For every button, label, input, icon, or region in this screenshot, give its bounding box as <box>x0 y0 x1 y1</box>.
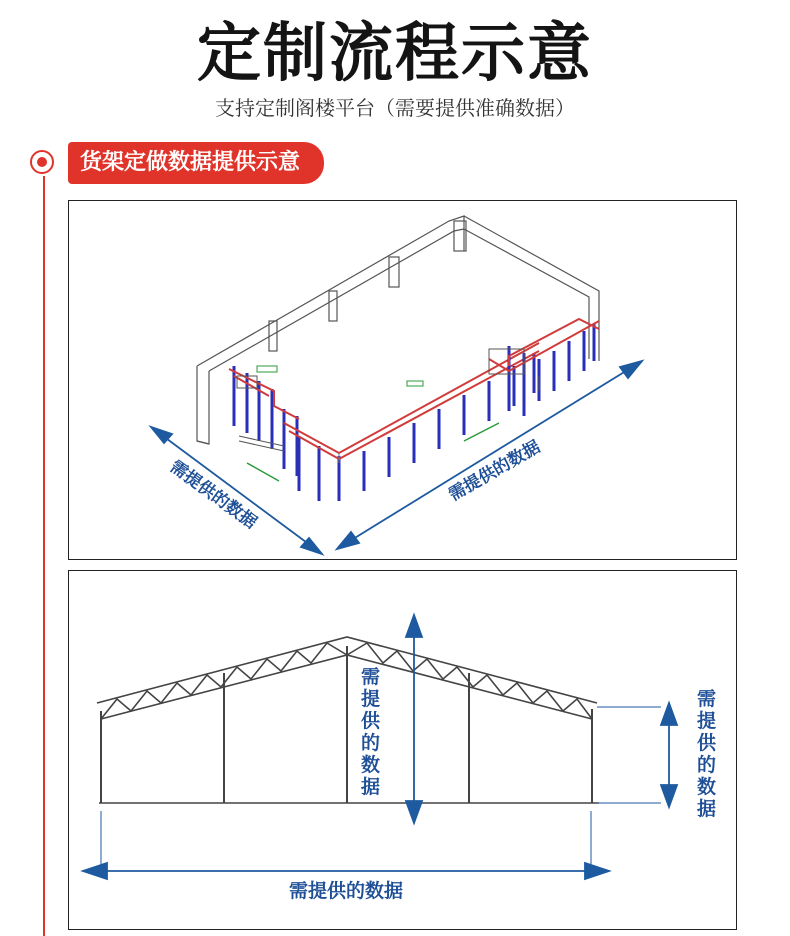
right-mezzanine-block <box>489 319 599 416</box>
truss-diagram <box>69 571 736 929</box>
width-label-bottom: 需提供的数据 <box>288 880 404 902</box>
page-title: 定制流程示意 <box>197 17 593 91</box>
timeline-line <box>43 176 45 936</box>
label-char: 的 <box>361 732 381 754</box>
label-char: 供 <box>361 710 381 732</box>
dimension-label-right: 需提供的数据 <box>445 437 544 506</box>
label-char: 据 <box>361 776 381 798</box>
dimension-label-left: 需提供的数据 <box>166 456 261 533</box>
label-char: 数 <box>361 754 381 776</box>
label-char: 提 <box>697 710 717 732</box>
label-char: 需 <box>361 666 381 688</box>
mezzanine-diagram-panel <box>68 200 737 560</box>
section-badge: 货架定做数据提供示意 <box>68 142 324 184</box>
label-char: 的 <box>697 754 717 776</box>
label-char: 提 <box>361 688 381 710</box>
height-arrow-center <box>406 615 422 823</box>
label-char: 据 <box>697 798 717 820</box>
height-label-right <box>696 687 717 820</box>
timeline-dot-icon <box>30 150 54 174</box>
left-stair-structure <box>229 366 299 476</box>
height-label-center <box>360 665 381 798</box>
warehouse-walls <box>197 216 599 444</box>
mezzanine-diagram <box>69 201 736 559</box>
page-subtitle: 支持定制阁楼平台（需要提供准确数据） <box>215 96 575 120</box>
label-char: 数 <box>697 776 717 798</box>
building-columns <box>101 646 592 803</box>
height-arrow-right <box>661 703 677 807</box>
label-char: 供 <box>697 732 717 754</box>
truss-diagram-panel <box>68 570 737 930</box>
width-arrow-bottom <box>83 863 609 879</box>
label-char: 需 <box>697 688 717 710</box>
